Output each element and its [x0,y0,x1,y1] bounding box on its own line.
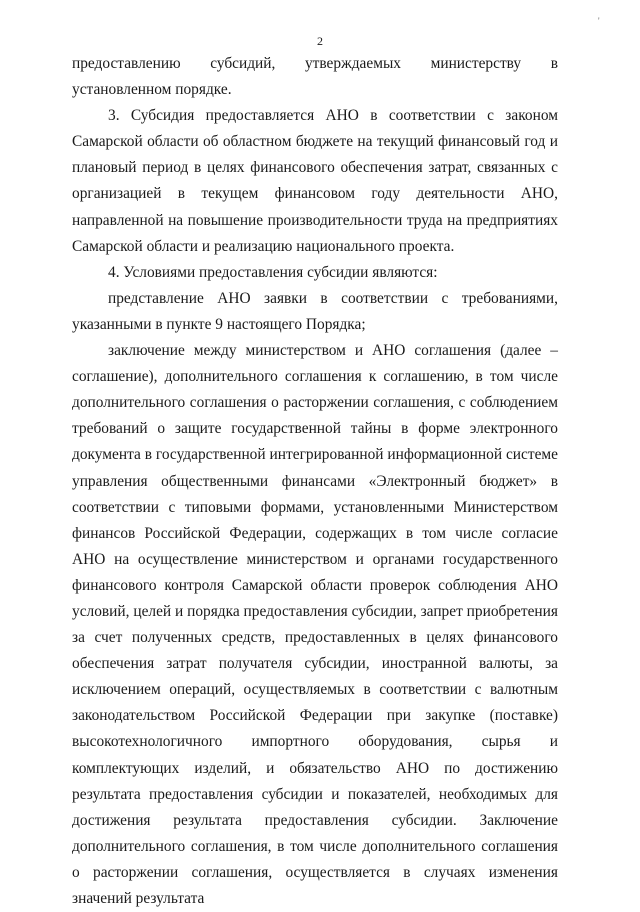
paragraph-continuation: предоставлению субсидий, утверждаемых министерству в установленном порядке. [72,55,558,99]
paragraph-clause-3: 3. Субсидия предоставляется АНО в соответствии с законом Самарской области об областном бюджете на текущий финансовый год и плановый период в целях финансового обеспечения затрат, связанных с организацией в текущем финансовом году деятельности АНО, направленной на повышение производительности труда на предприятиях Самарской области и реализацию национального проекта. [72,107,558,255]
corner-mark: ' [598,16,600,26]
paragraph-condition-agreement: заключение между министерством и АНО соглашения (далее – соглашение), дополнительного соглашения к соглашению, в том числе дополнительного соглашения о расторжении соглашения, с соблюдением требований о защите государственной тайны в форме электронного документа в государственной интегрированной информационной системе управления общественными финансами «Электронный бюджет» в соответствии с типовыми формами, установленными Министерством финансов Российской Федерации, содержащих в том числе согласие АНО на осуществление министерством и органами государственного финансового контроля Самарской области проверок соблюдения АНО условий, целей и порядка предоставления субсидии, запрет приобретения за счет полученных средств, предоставленных в целях финансового обеспечения затрат получателя субсидии, иностранной валюты, за исключением операций, осуществляемых в соответствии с валютным законодательством Российской Федерации при закупке (поставке) высокотехнологичного импортного оборудования, сырья и комплектующих изделий, и обязательство АНО по достижению результата предоставления субсидии и показателей, необходимых для достижения результата предоставления субсидии. Заключение дополнительного соглашения, в том числе дополнительного соглашения о расторжении соглашения, осуществляется в случаях изменения значений результата [72,342,558,907]
document-body [72,51,558,912]
paragraph-clause-4: 4. Условиями предоставления субсидии являются: [108,263,438,281]
paragraph-condition-application: представление АНО заявки в соответствии с требованиями, указанными в пункте 9 настоящего Порядка; [72,289,558,333]
page-number: 2 [317,34,323,48]
